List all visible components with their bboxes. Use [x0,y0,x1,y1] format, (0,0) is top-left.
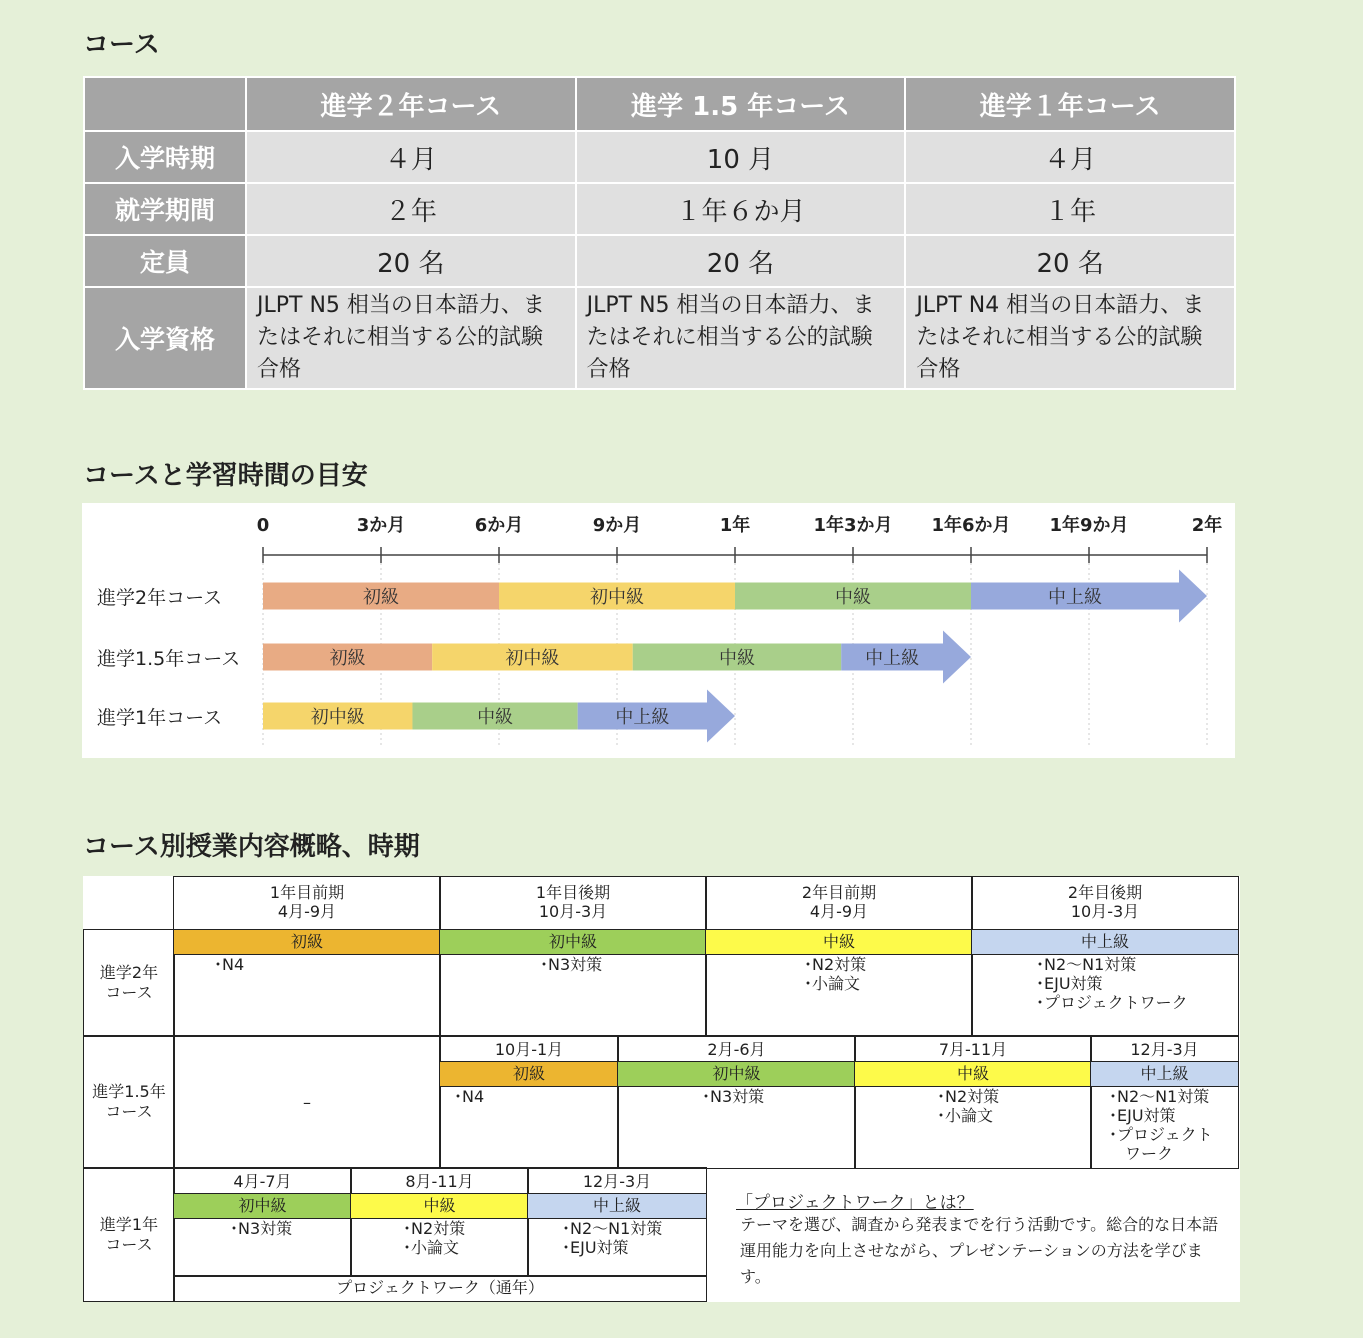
level-bar: 中級 [855,1062,1091,1087]
tick-label: 2年 [1191,515,1223,536]
tick-label: 6か月 [474,515,524,536]
period-header: 1年目後期 10月-3月 [439,876,707,931]
schedule-cell [1090,1035,1239,1169]
level-bar: 初中級 [618,1062,855,1087]
tick-label: 1年6か月 [931,515,1011,536]
tick-label: 9か月 [592,515,642,536]
project-work-bar: プロジェクトワーク（通年） [173,1275,707,1302]
table-cell: JLPT N5 相当の日本語力、またはそれに相当する公的試験合格 [246,287,576,389]
row-header: 定員 [84,235,246,287]
item-list: ･N2～N1対策 ･EJU対策 ･プロジェクト ワーク [1109,1087,1213,1163]
item-list: ･N2対策 ･小論文 [403,1219,466,1257]
course-name-2year: 進学2年 コース [83,929,175,1037]
schedule-cell [173,929,441,1037]
table-row [84,287,1235,389]
column-header: 進学 1.5 年コース [576,77,906,131]
period-label: 4月-7月 [174,1168,351,1194]
table-cell: ２年 [246,183,576,235]
level-bar: 初級 [174,930,440,955]
course-section-title: コース [83,30,160,60]
item-list: ･N3対策 [230,1219,293,1238]
table-row [84,235,1235,287]
period-header: 2年目後期 10月-3月 [971,876,1239,931]
tick-label: 0 [256,515,270,536]
course-name-1year: 進学1年 コース [83,1167,175,1302]
row-label: 進学1年コース [97,707,223,729]
column-header: 進学１年コース [905,77,1235,131]
table-cell: １年６か月 [576,183,906,235]
item-list: ･N2対策 ･小論文 [804,955,867,993]
schedule-cell [173,1167,352,1277]
schedule-cell [527,1167,707,1277]
tick-label: 3か月 [356,515,406,536]
timeline-section-title: コースと学習時間の目安 [83,461,368,491]
schedule-cell [439,1035,619,1169]
timeline-chart [82,503,1235,758]
schedule-cell [705,929,973,1037]
period-label: 12月-3月 [1091,1036,1238,1062]
schedule-section-title: コース別授業内容概略、時期 [83,832,420,862]
note-body: テーマを選び、調査から発表までを行う活動です。総合的な日本語運用能力を向上させながら、プレゼンテーションの方法を学びます。 [740,1215,1219,1286]
row-header: 入学時期 [84,131,246,183]
segment-label: 中級 [718,648,755,669]
tick-label: 1年 [719,515,751,536]
schedule-cell [439,929,707,1037]
segment-label: 初中級 [505,648,560,669]
segment-label: 中上級 [1048,587,1102,608]
note-title: 「プロジェクトワーク」とは？ [736,1193,974,1213]
tick-label: 1年3か月 [813,515,893,536]
level-bar: 中上級 [1091,1062,1238,1087]
period-label: 8月-11月 [351,1168,528,1194]
row-header: 入学資格 [84,287,246,389]
table-cell: 20 名 [576,235,906,287]
item-list: ･N2～N1対策 ･EJU対策 [562,1219,663,1257]
item-list: ･N3対策 [540,955,603,974]
period-label: 12月-3月 [528,1168,706,1194]
level-bar: 中上級 [972,930,1238,955]
item-list: ･N2対策 ･小論文 [937,1087,1000,1125]
level-bar: 初中級 [440,930,706,955]
table-cell: ４月 [246,131,576,183]
table-cell: 20 名 [246,235,576,287]
segment-label: 中級 [477,707,514,728]
table-cell: JLPT N5 相当の日本語力、またはそれに相当する公的試験合格 [576,287,906,389]
segment-label: 初中級 [590,587,644,608]
period-header: 1年目前期 4月-9月 [173,876,441,931]
period-label: 10月-1月 [440,1036,618,1062]
table-cell: 10 月 [576,131,906,183]
schedule-cell [854,1035,1092,1169]
schedule-cell [617,1035,856,1169]
schedule-cell [971,929,1239,1037]
segment-label: 初中級 [310,707,365,728]
course-table [83,76,1236,390]
segment-label: 中級 [835,587,871,608]
item-list: ･N2～N1対策 ･EJU対策 ･プロジェクトワーク [1036,955,1188,1012]
empty-cell: – [173,1035,441,1169]
level-bar: 中級 [351,1194,528,1219]
period-label: 2月-6月 [618,1036,855,1062]
period-header: 2年目前期 4月-9月 [705,876,973,931]
table-cell: 20 名 [905,235,1235,287]
row-header: 就学期間 [84,183,246,235]
schedule-cell [350,1167,529,1277]
table-row [84,131,1235,183]
level-bar: 中級 [706,930,972,955]
segment-label: 中上級 [865,648,920,669]
period-label: 7月-11月 [855,1036,1091,1062]
tick-label: 1年9か月 [1049,515,1129,536]
segment-label: 初級 [329,648,366,669]
course-name-1-5year: 進学1.5年 コース [83,1035,175,1169]
column-header: 進学２年コース [246,77,576,131]
table-cell: ４月 [905,131,1235,183]
item-list: ･N4 [214,955,245,974]
item-list: ･N4 [454,1087,485,1106]
level-bar: 初級 [440,1062,618,1087]
row-label: 進学1.5年コース [97,648,241,670]
table-cell: １年 [905,183,1235,235]
course-table-header-row [84,77,1235,131]
table-cell: JLPT N4 相当の日本語力、またはそれに相当する公的試験合格 [905,287,1235,389]
segment-label: 中上級 [615,707,670,728]
row-label: 進学2年コース [97,587,223,609]
level-bar: 初中級 [174,1194,351,1219]
item-list: ･N3対策 [702,1087,765,1106]
course-table-corner [84,77,246,131]
segment-label: 初級 [363,587,399,608]
table-row [84,183,1235,235]
timeline-svg [82,503,1235,758]
level-bar: 中上級 [528,1194,706,1219]
